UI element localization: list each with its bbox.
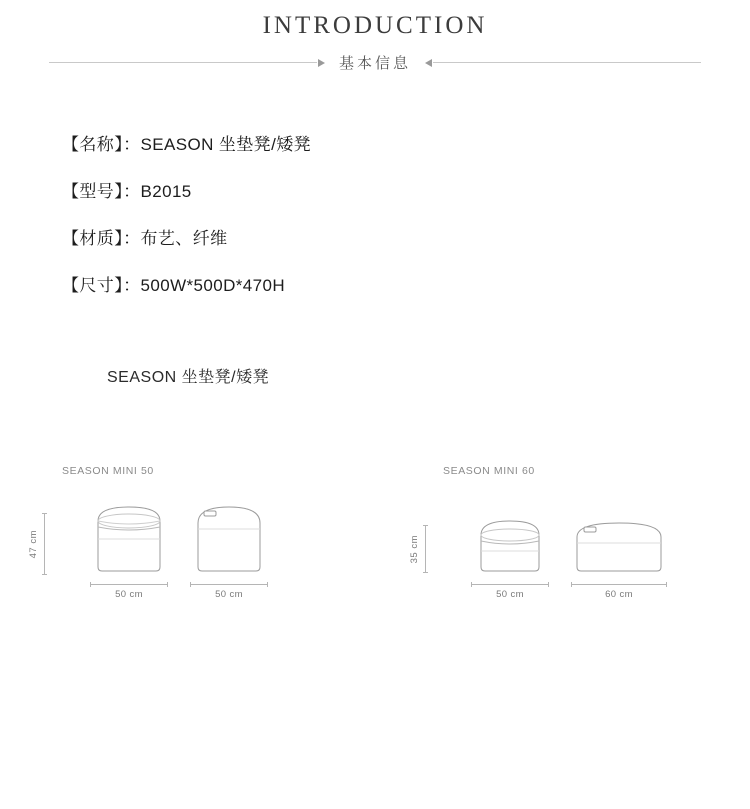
width-dimension-line — [190, 584, 268, 585]
page-subtitle: 基本信息 — [338, 55, 411, 72]
spec-label: 【材质】： — [62, 229, 141, 248]
spec-label: 【尺寸】： — [62, 276, 141, 295]
diagram-group-title: SEASON MINI 50 — [62, 465, 154, 477]
subtitle-row — [0, 52, 750, 73]
handle-icon — [204, 511, 216, 516]
spec-value: 布艺、纤维 — [140, 229, 228, 248]
width-dimension-label: 50 cm — [496, 589, 524, 600]
arrow-right-icon — [318, 59, 325, 67]
diagram-group — [28, 465, 268, 600]
stool-front-figure — [471, 499, 549, 600]
height-dimension-label: 47 cm — [28, 529, 39, 559]
width-dimension — [190, 584, 268, 600]
divider-line-right — [433, 62, 701, 63]
spec-value: SEASON 坐垫凳/矮凳 — [140, 135, 312, 154]
stool-side-icon — [571, 499, 667, 577]
arrow-left-icon — [425, 59, 432, 67]
figure-row — [28, 499, 268, 600]
divider-line-left — [49, 62, 317, 63]
stool-front-figure — [90, 499, 168, 600]
width-dimension-label: 50 cm — [215, 589, 243, 600]
dimension-diagrams — [0, 465, 750, 645]
stool-front-icon — [471, 499, 549, 577]
page-header — [0, 0, 750, 73]
stool-side-figure — [571, 499, 667, 600]
spec-row — [62, 229, 750, 249]
spec-row — [62, 135, 750, 155]
height-dimension — [409, 525, 426, 573]
width-dimension-label: 60 cm — [605, 589, 633, 600]
stool-side-figure — [190, 499, 268, 600]
width-dimension-line — [571, 584, 667, 585]
spec-list — [0, 135, 750, 296]
page-title: INTRODUCTION — [262, 12, 488, 39]
height-dimension — [28, 513, 45, 575]
width-dimension-line — [471, 584, 549, 585]
height-dimension-line — [44, 513, 45, 575]
spec-label: 【名称】： — [62, 135, 141, 154]
height-dimension-line — [425, 525, 426, 573]
spec-row — [62, 276, 750, 296]
spec-row — [62, 182, 750, 202]
diagram-group-title: SEASON MINI 60 — [443, 465, 535, 477]
spec-label: 【型号】： — [62, 182, 141, 201]
height-dimension-label: 35 cm — [409, 534, 420, 564]
width-dimension-line — [90, 584, 168, 585]
handle-icon — [584, 527, 596, 532]
product-name: SEASON 坐垫凳/矮凳 — [107, 369, 270, 386]
width-dimension-label: 50 cm — [115, 589, 143, 600]
width-dimension — [471, 584, 549, 600]
stool-front-icon — [90, 499, 168, 577]
spec-value: B2015 — [140, 182, 192, 201]
width-dimension — [571, 584, 667, 600]
width-dimension — [90, 584, 168, 600]
stool-side-icon — [190, 499, 268, 577]
spec-value: 500W*500D*470H — [140, 276, 286, 295]
figure-row — [409, 499, 667, 600]
diagram-group — [409, 465, 667, 600]
